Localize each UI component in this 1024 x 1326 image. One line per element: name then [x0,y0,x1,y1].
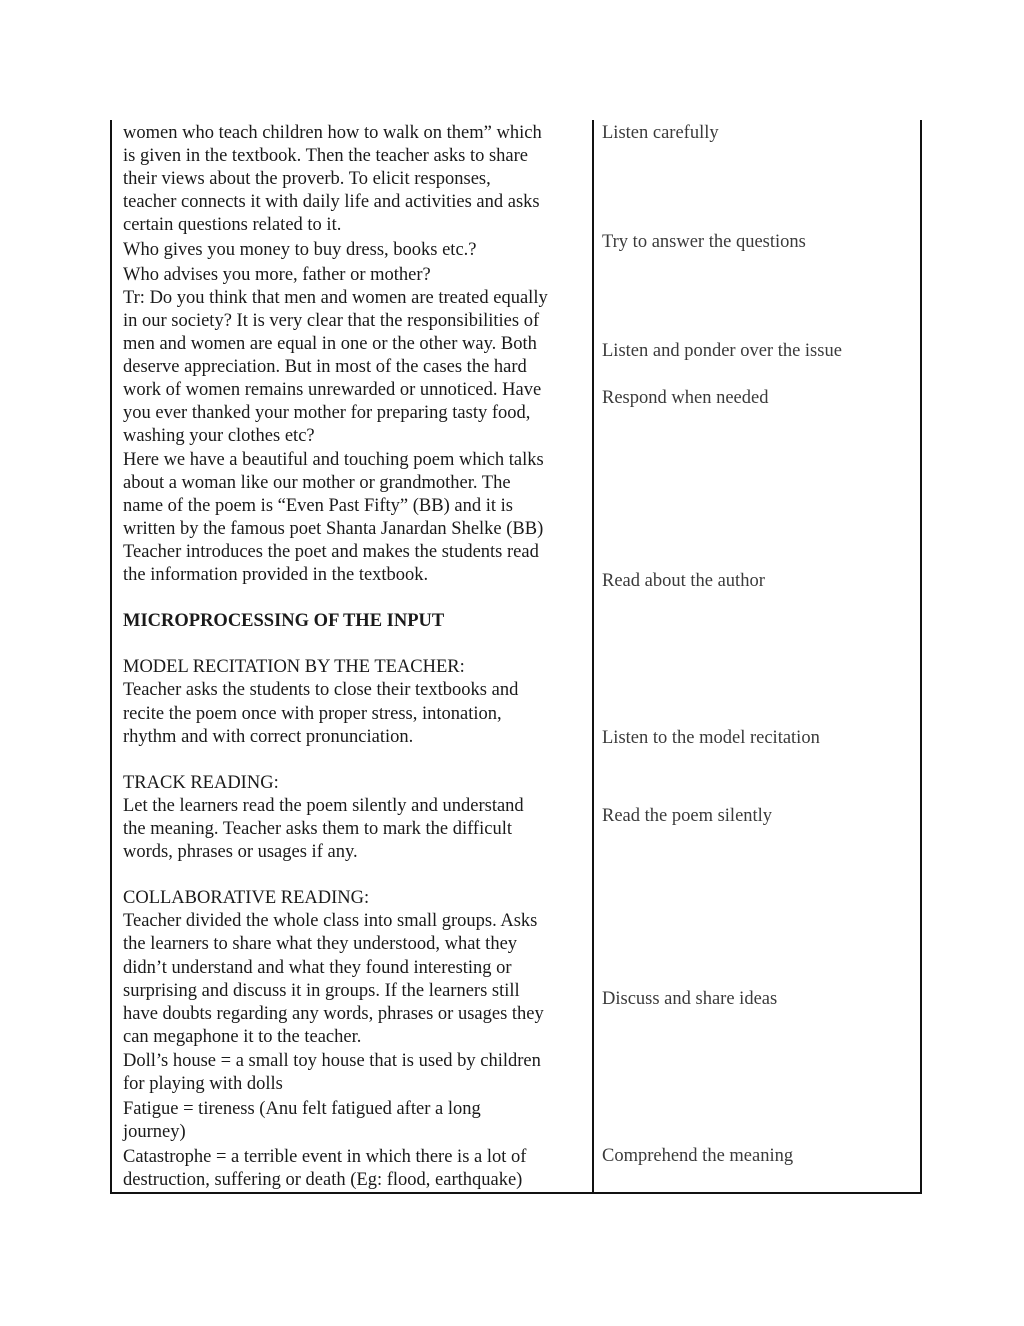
text-line: the learners to share what they understood, what they [123,934,518,954]
text-line: the meaning. Teacher asks them to mark the difficult [123,819,512,839]
text-line: written by the famous poet Shanta Janardan Shelke (BB) [123,519,544,539]
vocab-line: destruction, suffering or death (Eg: flood, earthquake) [123,1170,523,1190]
text-line: is given in the textbook. Then the teacher asks to share [123,146,529,166]
text-line: Let the learners read the poem silently and understand [123,796,524,816]
student-response: Comprehend the meaning [602,1146,794,1166]
text-line: have doubts regarding any words, phrases or usages they [123,1004,544,1024]
subheading: COLLABORATIVE READING: [123,888,370,908]
text-line: recite the poem once with proper stress, intonation, [123,704,502,724]
text-line: washing your clothes etc? [123,426,315,446]
text-line: teacher connects it with daily life and activities and asks [123,192,540,212]
text-line: women who teach children how to walk on them” which [123,123,542,143]
text-line: men and women are equal in one or the other way. Both [123,334,537,354]
text-line: rhythm and with correct pronunciation. [123,727,414,747]
text-line: Teacher asks the students to close their textbooks and [123,680,519,700]
student-response: Respond when needed [602,388,769,408]
text-line: didn’t understand and what they found interesting or [123,958,512,978]
vocab-line: for playing with dolls [123,1074,283,1094]
text-line: about a woman like our mother or grandmother. The [123,473,511,493]
text-line: certain questions related to it. [123,215,342,235]
text-line: you ever thanked your mother for preparing tasty food, [123,403,531,423]
student-response: Read the poem silently [602,806,773,826]
text-line: words, phrases or usages if any. [123,842,358,862]
subheading: TRACK READING: [123,773,279,793]
section-heading: MICROPROCESSING OF THE INPUT [123,611,445,631]
teacher-activity-cell [110,120,594,1194]
student-activity-cell [594,120,922,1194]
student-response: Discuss and share ideas [602,989,778,1009]
text-line: Teacher divided the whole class into small groups. Asks [123,911,538,931]
text-line: name of the poem is “Even Past Fifty” (BB) and it is [123,496,513,516]
student-response: Read about the author [602,571,765,591]
subheading: MODEL RECITATION BY THE TEACHER: [123,657,465,677]
text-line: Who advises you more, father or mother? [123,265,431,285]
text-line: their views about the proverb. To elicit responses, [123,169,491,189]
vocab-line: Catastrophe = a terrible event in which there is a lot of [123,1147,527,1167]
student-response: Try to answer the questions [602,232,806,252]
text-line: the information provided in the textbook. [123,565,429,585]
vocab-line: Doll’s house = a small toy house that is used by children [123,1051,541,1071]
text-line: Who gives you money to buy dress, books etc.? [123,240,477,260]
text-line: deserve appreciation. But in most of the cases the hard [123,357,527,377]
student-response: Listen and ponder over the issue [602,341,842,361]
text-line: surprising and discuss it in groups. If the learners still [123,981,520,1001]
text-line: can megaphone it to the teacher. [123,1027,362,1047]
text-line: Here we have a beautiful and touching poem which talks [123,450,544,470]
text-line: work of women remains unrewarded or unnoticed. Have [123,380,542,400]
lesson-plan-table [110,120,922,1194]
vocab-line: journey) [123,1122,186,1142]
student-response: Listen carefully [602,123,719,143]
text-line: Tr: Do you think that men and women are treated equally [123,288,548,308]
text-line: Teacher introduces the poet and makes the students read [123,542,539,562]
student-response: Listen to the model recitation [602,728,820,748]
vocab-line: Fatigue = tireness (Anu felt fatigued after a long [123,1099,481,1119]
text-line: in our society? It is very clear that the responsibilities of [123,311,540,331]
